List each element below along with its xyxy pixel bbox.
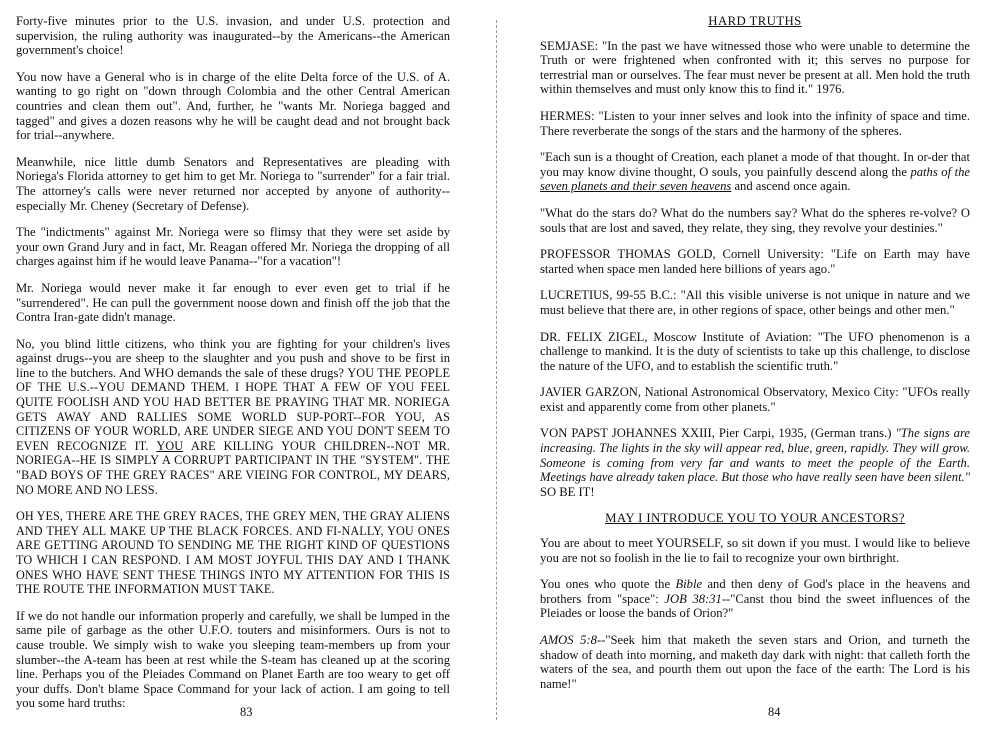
paragraph-meet-yourself: You are about to meet YOURSELF, so sit down if you must. I would like to believe you are not so foolish in the lie to fail to recognize your own birthright. (540, 536, 970, 565)
papst-prophecy: "The signs are increasing. The lights in the sky will appear red, blue, green, rapidly. They will grow. Someone is coming from very far and wants to meet the people of the Earth. Meetings have already taken place. But those who have really seen have been silent." (540, 426, 970, 485)
page-number-right: 84 (768, 705, 781, 719)
heading-ancestors: MAY I INTRODUCE YOU TO YOUR ANCESTORS? (605, 511, 905, 526)
quote-stars: "What do the stars do? What do the numbers say? What do the spheres re-volve? O souls that are lost and saved, they relate, they sing, they revolve your destinies." (540, 205, 970, 235)
page-number-left: 83 (240, 705, 253, 719)
paragraph-blind-citizens (16, 337, 450, 498)
left-page-text (16, 14, 450, 723)
right-page (496, 0, 992, 729)
each-sun-italic: paths of the (910, 164, 970, 179)
paragraph-senators: Meanwhile, nice little dumb Senators and Representatives are pleading with Noriega's Florida attorney to get him to get Mr. Noriega to "surrender" for a fair trial. The attorney's calls were never returned nor accepted by anyone of authority--especially Mr. Cheney (Secretary of Defense). (16, 154, 450, 213)
quote-garzon: JAVIER GARZON, National Astronomical Observatory, Mexico City: "UFOs really exist and apparently come from other planets." (540, 385, 970, 414)
papst-source: VON PAPST JOHANNES XXIII, Pier Carpi, 1935, (German trans.) (540, 426, 892, 441)
quote-lucretius: LUCRETIUS, 99-55 B.C.: "All this visible universe is not unique in nature and we must believe that there are, in other regions of space, other beings and other men." (540, 288, 970, 317)
job-quote: --"Canst thou bind the sweet influences of the Pleiades or loose the bands of Orion?" (540, 591, 970, 621)
amos-reference: AMOS 5:8 (540, 633, 597, 647)
bible-quote-intro: You ones who quote the (540, 577, 671, 592)
quote-gold: PROFESSOR THOMAS GOLD, Cornell University: "Life on Earth may have started when space men landed here billions of years ago." (540, 247, 970, 276)
quote-each-sun (540, 150, 970, 194)
paragraph-grey-races: OH YES, THERE ARE THE GREY RACES, THE GREY MEN, THE GRAY ALIENS AND THEY ALL MAKE UP THE BLACK FORCES. AND FI-NALLY, YOU ONES ARE GETTING AROUND TO SENDING ME THE RIGHT KIND OF QUESTIONS TO WHICH I CAN RESPOND. I AM MOST JOYFUL THIS DAY AND I THANK ONES WHO HAVE SENT THESE THINGS INTO MY ATTENTION FOR THIS IS THE ROUTE THE INFORMATION MUST TAKE. (16, 509, 450, 597)
paragraph-indictments: The "indictments" against Mr. Noriega were so flimsy that they were set aside by your own Grand Jury and in fact, Mr. Reagan offered Mr. Noriega the dropping of all charges against him if he would leave Panama--"for a vacation"! (16, 225, 450, 269)
bible-title: Bible (675, 577, 703, 592)
paragraph-information: If we do not handle our information properly and carefully, we shall be lumped in the same pile of garbage as the other U.F.O. touters and misinformers. Ours is not to cause trouble. We simply wish to wake you sleeping team-members up from your slumber--the A-team has been at rest while the S-team has cleaned up at the scoring line. Perhaps you of the Pleiades Command on Planet Earth are too weary to get off your duffs. Don't blame Space Command for your lack of action. I am going to tell you some hard truths: (16, 608, 450, 711)
paragraph-bible-quote (540, 577, 970, 621)
quote-papst (540, 426, 970, 499)
paragraph-general: You now have a General who is in charge of the elite Delta force of the U.S. of A. wanting to go right on "down through Colombia and the other Central American countries and clean them out". And, further, he "wants Mr. Noriega bagged and tagged" and gives a dozen reasons why he will be caught dead and not brought back for trial--anywhere. (16, 69, 450, 143)
job-reference: JOB 38:31 (664, 591, 722, 606)
blind-citizens-caps-a: YOU THE PEOPLE OF THE U.S.--YOU DEMAND THEM. I HOPE THAT A FEW OF YOU FEEL QUITE FOOLISH AND YOU HAD BETTER BE PRAYING THAT MR. NORIEGA GETS AWAY AND RALLIES SOME WORLD SUP-PORT--FOR YOU, AS CITIZENS OF YOUR WORLD, ARE UNDER SIEGE AND YOU DON'T SEEM TO EVEN RECOGNIZE IT. (16, 365, 451, 453)
blind-citizens-caps-b: ARE KILLING YOUR CHILDREN--NOT MR. NORIEGA--HE IS SIMPLY A CORRUPT PARTICIPANT IN THE "SYSTEM". THE "BAD BOYS OF THE GREY RACES" ARE VIEING FOR CONTROL, MY DEARS, NO MORE AND NO LESS. (16, 438, 450, 497)
paragraph-surrender: Mr. Noriega would never make it far enough to ever even get to trial if he "surrendered". He can pull the government noose down and finish off the job that the Contra Iran-gate didn't manage. (16, 280, 450, 325)
each-sun-text: "Each sun is a thought of Creation, each planet a mode of that thought. In or-der that you may know divine thought, O souls, you painfully descend along the (540, 150, 970, 179)
quote-hermes: HERMES: "Listen to your inner selves and look into the infinity of space and time. There reverberate the songs of the stars and the harmony of the spheres. (540, 108, 970, 138)
bible-quote-mid: and then deny of God's place in the heavens and brothers from "space": (540, 577, 971, 606)
heading-hard-truths: HARD TRUTHS (708, 14, 802, 28)
amos-quote: --"Seek him that maketh the seven stars and Orion, and turneth the shadow of death into morning, and maketh day dark with night: that calleth forth the waters of the sea, and pourth them out upon the face of the earth: The Lord is his name!" (540, 633, 970, 691)
papst-closing: SO BE IT! (540, 484, 595, 499)
blind-citizens-text: No, you blind little citizens, who think you are fighting for your children's lives against drugs--you are sheep to the slaughter and you push and shove to be first in line to the butchers. And WHO demands the sale of these drugs? (16, 336, 450, 380)
paragraph-amos (540, 633, 970, 691)
right-page-text (540, 14, 970, 703)
each-sun-underlined: seven planets and their seven heavens (540, 179, 732, 194)
each-sun-end: and ascend once again. (734, 179, 851, 194)
paragraph-invasion: Forty-five minutes prior to the U.S. invasion, and under U.S. protection and supervision, the ruling authority was inaugurated--by the Americans--the American government's choice! (16, 14, 450, 58)
quote-zigel: DR. FELIX ZIGEL, Moscow Institute of Aviation: "The UFO phenomenon is a challenge to mankind. It is the duty of scientists to take up this challenge, to disclose the nature of the UFO, and to establish the scientific truth." (540, 329, 970, 373)
quote-semjase: SEMJASE: "In the past we have witnessed those who were unable to determine the Truth or were frightened when confronted with it; this serves no purpose for terrestrial man or ourselves. The fear must never be present at all. Men hold the truth within themselves and must only know this to find it." 1976. (540, 38, 970, 97)
blind-citizens-you: YOU (156, 438, 184, 453)
